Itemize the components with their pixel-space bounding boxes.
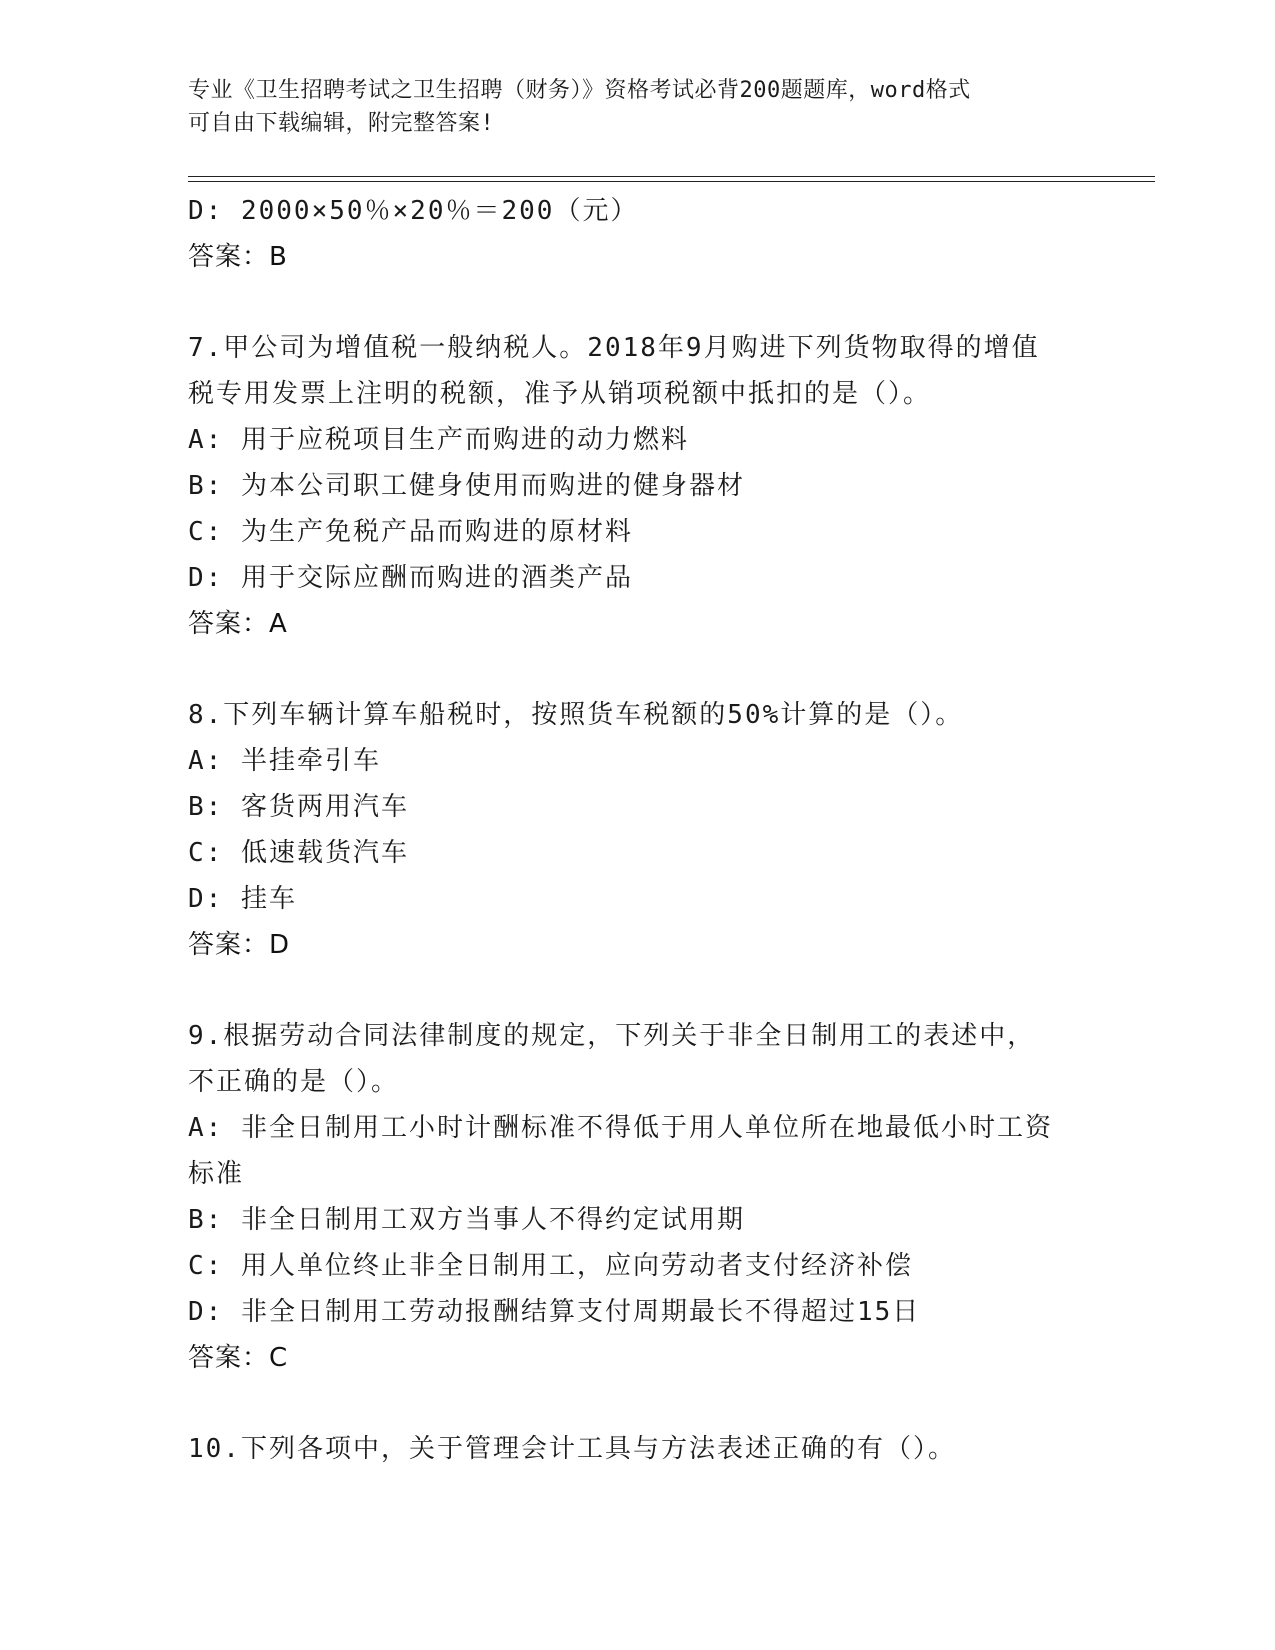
- question-8-option-c: C: 低速载货汽车: [188, 838, 409, 868]
- question-7-option-b: B: 为本公司职工健身使用而购进的健身器材: [188, 471, 745, 501]
- question-9-stem-line-1: 9.根据劳动合同法律制度的规定，下列关于非全日制用工的表述中，: [188, 1021, 1036, 1051]
- document-header: [188, 74, 1088, 140]
- question-9-option-a-cont: 标准: [188, 1159, 245, 1189]
- question-8-option-b: B: 客货两用汽车: [188, 792, 409, 822]
- question-7-answer: 答案：A: [188, 609, 288, 639]
- question-7-stem-line-1: 7.甲公司为增值税一般纳税人。2018年9月购进下列货物取得的增值: [188, 333, 1040, 363]
- question-9: [188, 1013, 1088, 1381]
- question-7-option-d: D: 用于交际应酬而购进的酒类产品: [188, 563, 633, 593]
- question-7: [188, 325, 1088, 647]
- question-8-answer: 答案：D: [188, 930, 291, 960]
- prev-option-d: D: 2000×50％×20％＝200（元）: [188, 196, 639, 226]
- question-10-stem-line-1: 10.下列各项中，关于管理会计工具与方法表述正确的有（）。: [188, 1434, 956, 1464]
- question-8: [188, 692, 1088, 968]
- question-9-option-d: D: 非全日制用工劳动报酬结算支付周期最长不得超过15日: [188, 1297, 921, 1327]
- question-8-option-d: D: 挂车: [188, 884, 297, 914]
- header-rule-bottom: [188, 181, 1155, 182]
- question-9-answer: 答案：C: [188, 1343, 289, 1373]
- question-7-option-a: A: 用于应税项目生产而购进的动力燃料: [188, 425, 689, 455]
- prev-answer: 答案：B: [188, 242, 288, 272]
- question-9-option-a: A: 非全日制用工小时计酬标准不得低于用人单位所在地最低小时工资: [188, 1113, 1053, 1143]
- question-9-option-c: C: 用人单位终止非全日制用工，应向劳动者支付经济补偿: [188, 1251, 913, 1281]
- question-8-stem-line-1: 8.下列车辆计算车船税时，按照货车税额的50%计算的是（）。: [188, 700, 964, 730]
- question-9-stem-line-2: 不正确的是（）。: [188, 1067, 400, 1097]
- question-8-option-a: A: 半挂牵引车: [188, 746, 381, 776]
- question-9-option-b: B: 非全日制用工双方当事人不得约定试用期: [188, 1205, 745, 1235]
- document-body: [188, 188, 1088, 1472]
- header-line-1: 专业《卫生招聘考试之卫生招聘（财务）》资格考试必背200题题库，word格式: [188, 78, 971, 103]
- question-10: [188, 1426, 1088, 1472]
- question-7-stem-line-2: 税专用发票上注明的税额，准予从销项税额中抵扣的是（）。: [188, 379, 932, 409]
- header-line-2: 可自由下载编辑，附完整答案!: [188, 111, 495, 136]
- question-7-option-c: C: 为生产免税产品而购进的原材料: [188, 517, 633, 547]
- header-rule-top: [188, 176, 1155, 177]
